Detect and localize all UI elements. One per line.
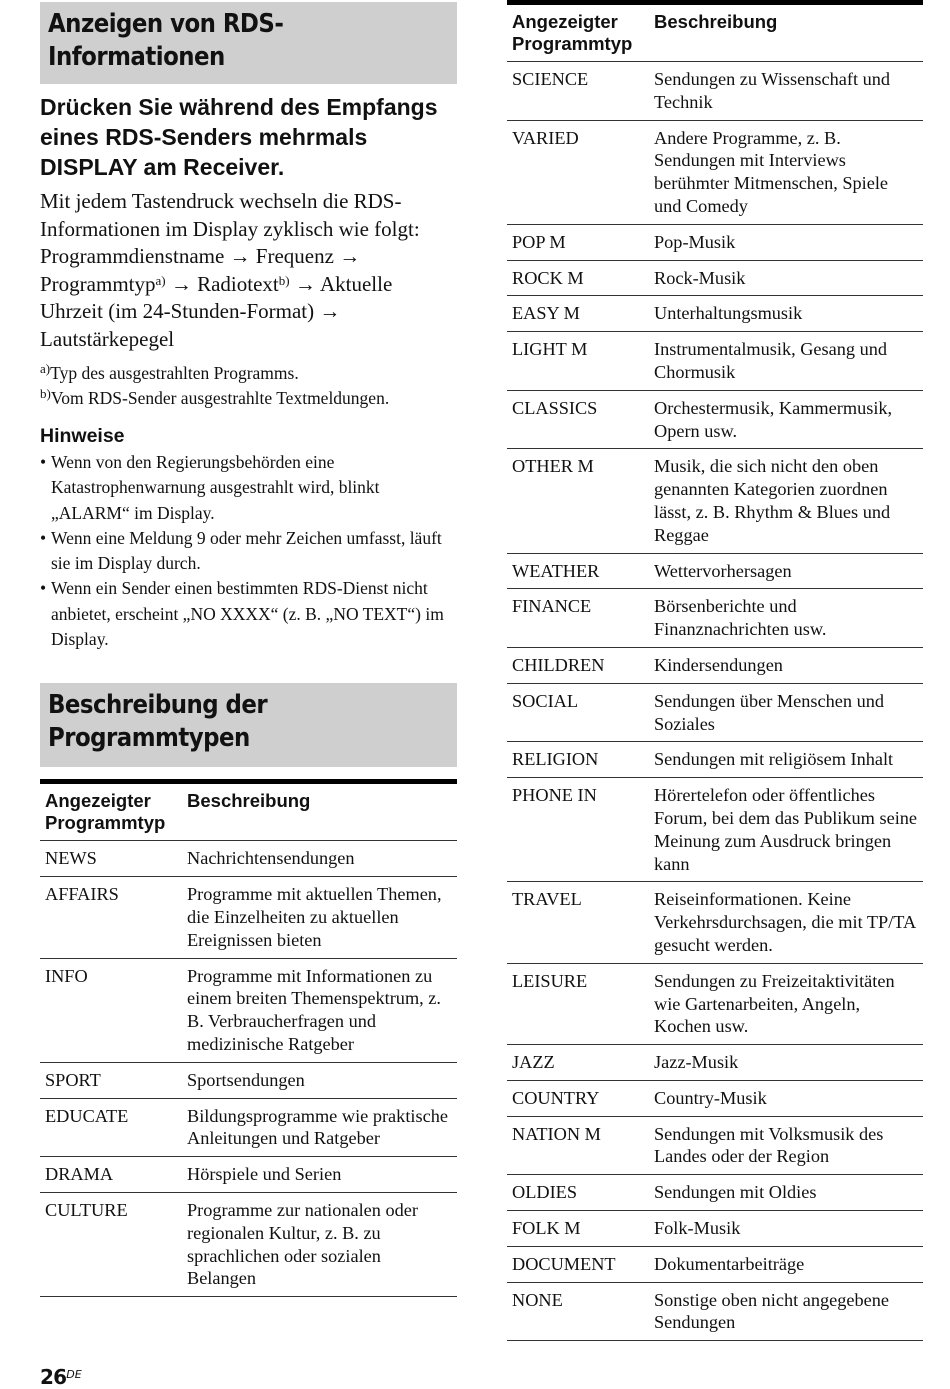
program-type-code: JAZZ: [507, 1045, 649, 1081]
table-row: [507, 332, 923, 391]
table-row: [507, 742, 923, 778]
program-type-code: DOCUMENT: [507, 1246, 649, 1282]
section-heading-rds-info: [40, 2, 457, 84]
program-type-code: CHILDREN: [507, 647, 649, 683]
footnotes: [40, 361, 457, 411]
section-title-program-types: Beschreibung der Programmtypen: [48, 690, 268, 754]
table-row: [507, 390, 923, 449]
program-type-table-left: [40, 779, 457, 1297]
program-type-description: Reiseinformationen. Keine Verkehrsdurchsagen, die mit TP/TA gesucht werden.: [649, 882, 923, 963]
table-row: [507, 553, 923, 589]
notes-list: [40, 450, 457, 652]
notes-heading: Hinweise: [40, 425, 125, 447]
left-column: [40, 0, 457, 1297]
program-type-code: WEATHER: [507, 553, 649, 589]
program-type-description: Sonstige oben nicht angegebene Sendungen: [649, 1282, 923, 1341]
program-type-description: Programme zur nationalen oder regionalen Kultur, z. B. zu sprachlichen oder sozialen Belangen: [182, 1192, 457, 1296]
table-row: [507, 778, 923, 882]
program-type-code: COUNTRY: [507, 1080, 649, 1116]
table-row: [507, 224, 923, 260]
column-header-description: Beschreibung: [182, 782, 457, 841]
footnote-ref-b: b): [278, 272, 290, 288]
bullet-icon: •: [40, 578, 47, 599]
program-type-description: Jazz-Musik: [649, 1045, 923, 1081]
instruction-lead: Drücken Sie während des Empfangs eines RDS-Senders mehrmals DISPLAY am Receiver.: [40, 94, 438, 180]
bullet-icon: •: [40, 452, 47, 472]
program-type-table-right: [507, 0, 923, 1341]
program-type-description: Programme mit Informationen zu einem breiten Themenspektrum, z. B. Verbraucherfragen und medizinische Ratgeber: [182, 958, 457, 1062]
program-type-description: Andere Programme, z. B. Sendungen mit Interviews berühmter Mitmenschen, Spiele und Comedy: [649, 120, 923, 224]
table-row: [507, 1211, 923, 1247]
program-type-code: FOLK M: [507, 1211, 649, 1247]
table-row: [507, 120, 923, 224]
table-row: [507, 449, 923, 553]
program-type-description: Rock-Musik: [649, 260, 923, 296]
program-type-code: LEISURE: [507, 963, 649, 1044]
program-type-description: Folk-Musik: [649, 1211, 923, 1247]
program-type-description: Sendungen zu Freizeitaktivitäten wie Gartenarbeiten, Angeln, Kochen usw.: [649, 963, 923, 1044]
table-row: [507, 1175, 923, 1211]
footnote-a: $^{a)}$Typ des ausgestrahlten Programms.: [40, 361, 299, 383]
program-type-description: Börsenberichte und Finanznachrichten usw.: [649, 589, 923, 648]
program-type-code: CLASSICS: [507, 390, 649, 449]
program-type-description: Instrumentalmusik, Gesang und Chormusik: [649, 332, 923, 391]
table-row: [40, 1062, 457, 1098]
table-header-row: [40, 782, 457, 841]
table-row: [507, 1080, 923, 1116]
program-type-code: RELIGION: [507, 742, 649, 778]
program-type-description: Orchestermusik, Kammermusik, Opern usw.: [649, 390, 923, 449]
program-type-code: SOCIAL: [507, 683, 649, 742]
program-type-description: Sendungen über Menschen und Soziales: [649, 683, 923, 742]
program-type-description: Dokumentarbeiträge: [649, 1246, 923, 1282]
list-item: • Wenn von den Regierungsbehörden eine Katastrophenwarnung ausgestrahlt wird, blinkt „ALARM“ im Display.: [40, 452, 380, 523]
program-type-code: POP M: [507, 224, 649, 260]
right-column: [507, 0, 923, 1341]
column-header-program-type: Angezeigter Programmtyp: [507, 3, 649, 62]
program-type-code: EDUCATE: [40, 1098, 182, 1157]
table-row: [507, 1116, 923, 1175]
arrow-right-icon: →: [170, 271, 192, 296]
footnote-ref-a: a): [155, 272, 166, 288]
program-type-code: NEWS: [40, 841, 182, 877]
page-language-suffix: DE: [66, 1368, 82, 1381]
table-row: [40, 841, 457, 877]
program-type-code: OTHER M: [507, 449, 649, 553]
table-row: [507, 1246, 923, 1282]
table-row: [507, 260, 923, 296]
program-type-description: Wettervorhersagen: [649, 553, 923, 589]
program-type-code: VARIED: [507, 120, 649, 224]
arrow-right-icon: →: [294, 271, 316, 296]
table-row: [507, 589, 923, 648]
program-type-code: NATION M: [507, 1116, 649, 1175]
section-title-rds-info: Anzeigen von RDS- Informationen: [48, 9, 284, 72]
program-type-description: Sendungen mit religiösem Inhalt: [649, 742, 923, 778]
table-row: [40, 1192, 457, 1296]
program-type-code: LIGHT M: [507, 332, 649, 391]
program-type-description: Musik, die sich nicht den oben genannten Kategorien zuordnen lässt, z. B. Rhythm & Blues und Reggae: [649, 449, 923, 553]
column-header-description: Beschreibung: [649, 3, 923, 62]
program-type-description: Country-Musik: [649, 1080, 923, 1116]
table-row: [507, 1282, 923, 1341]
program-type-code: SCIENCE: [507, 62, 649, 121]
table-row: [507, 683, 923, 742]
section-heading-program-types: [40, 683, 457, 767]
table-row: [507, 647, 923, 683]
program-type-code: DRAMA: [40, 1157, 182, 1193]
table-row: [40, 1098, 457, 1157]
program-type-description: Programme mit aktuellen Themen, die Einzelheiten zu aktuellen Ereignissen bieten: [182, 877, 457, 958]
table-row: [507, 882, 923, 963]
program-type-description: Bildungsprogramme wie praktische Anleitungen und Ratgeber: [182, 1098, 457, 1157]
program-type-code: FINANCE: [507, 589, 649, 648]
program-type-code: PHONE IN: [507, 778, 649, 882]
display-cycle-text: Mit jedem Tastendruck wechseln die RDS-Informationen im Display zyklisch wie folgt: Programmdienstname → Frequenz → Programmtyp$^{a)}$ → Radiotext$^{b)}$ → Aktuelle Uhrzeit (im 24-Stunden-Format) → Lautstärkepegel: [40, 189, 420, 351]
column-header-program-type: Angezeigter Programmtyp: [40, 782, 182, 841]
program-type-code: AFFAIRS: [40, 877, 182, 958]
program-type-description: Pop-Musik: [649, 224, 923, 260]
table-row: [40, 958, 457, 1062]
arrow-right-icon: →: [229, 244, 251, 268]
program-type-code: EASY M: [507, 296, 649, 332]
bullet-icon: •: [40, 527, 47, 548]
table-header-row: [507, 3, 923, 62]
program-type-description: Hörspiele und Serien: [182, 1157, 457, 1193]
list-item: • Wenn ein Sender einen bestimmten RDS-Dienst nicht anbietet, erscheint „NO XXXX“ (z. B. „NO TEXT“) im Display.: [40, 578, 444, 650]
program-type-description: Sportsendungen: [182, 1062, 457, 1098]
page-number: 26DE: [40, 1365, 82, 1389]
table-row: [507, 963, 923, 1044]
table-row: [507, 62, 923, 121]
program-type-description: Hörertelefon oder öffentliches Forum, bei dem das Publikum seine Meinung zum Ausdruck bringen kann: [649, 778, 923, 882]
program-type-code: OLDIES: [507, 1175, 649, 1211]
program-type-code: TRAVEL: [507, 882, 649, 963]
table-row: [40, 1157, 457, 1193]
list-item: • Wenn eine Meldung 9 oder mehr Zeichen umfasst, läuft sie im Display durch.: [40, 527, 442, 574]
program-type-description: Kindersendungen: [649, 647, 923, 683]
program-type-code: INFO: [40, 958, 182, 1062]
program-type-description: Sendungen mit Oldies: [649, 1175, 923, 1211]
program-type-description: Unterhaltungsmusik: [649, 296, 923, 332]
program-type-description: Sendungen zu Wissenschaft und Technik: [649, 62, 923, 121]
arrow-right-icon: →: [319, 299, 341, 323]
program-type-description: Nachrichtensendungen: [182, 841, 457, 877]
program-type-code: SPORT: [40, 1062, 182, 1098]
program-type-code: ROCK M: [507, 260, 649, 296]
arrow-right-icon: →: [339, 244, 361, 268]
table-row: [507, 296, 923, 332]
program-type-code: CULTURE: [40, 1192, 182, 1296]
program-type-code: NONE: [507, 1282, 649, 1341]
table-row: [40, 877, 457, 958]
program-type-description: Sendungen mit Volksmusik des Landes oder der Region: [649, 1116, 923, 1175]
footnote-b: $^{b)}$Vom RDS-Sender ausgestrahlte Textmeldungen.: [40, 386, 390, 408]
table-row: [507, 1045, 923, 1081]
